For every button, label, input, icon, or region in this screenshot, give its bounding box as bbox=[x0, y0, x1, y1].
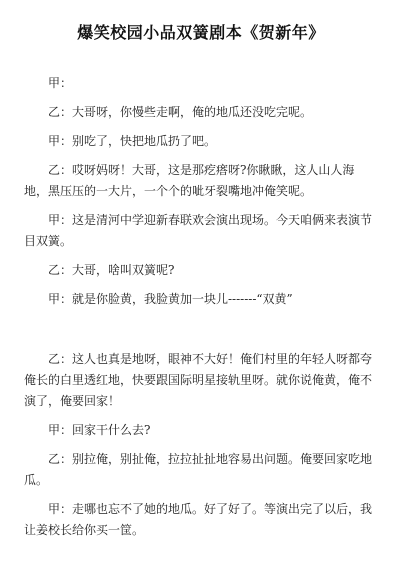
dialogue-line: 乙：别拉俺，别扯俺，拉拉扯扯地容易出问题。俺要回家吃地瓜。 bbox=[24, 452, 373, 487]
dialogue-line: 乙：哎呀妈呀！大哥，这是那疙瘩呀?你瞅瞅，这人山人海地，黑压压的一大片，一个个的呲牙裂嘴地冲俺笑呢。 bbox=[24, 163, 355, 198]
dialogue-line: 甲：回家干什么去? bbox=[48, 423, 151, 437]
dialogue-line: 甲：别吃了，快把地瓜扔了吧。 bbox=[48, 134, 217, 148]
dialogue-line: 乙：这人也真是地呀，眼神不大好！俺们村里的年轻人呀都夸俺长的白里透红地，快要跟国际明星接轨里呀。就你说俺黄，俺不演了，俺要回家！ bbox=[24, 352, 373, 408]
document-title: 爆笑校园小品双簧剧本《贺新年》 bbox=[77, 23, 325, 42]
dialogue-line: 甲： bbox=[48, 76, 73, 90]
dialogue-line: 甲：这是清河中学迎新春联欢会演出现场。今天咱俩来表演节目双簧。 bbox=[24, 213, 373, 248]
dialogue-line: 乙：大哥呀，你慢些走啊，俺的地瓜还没吃完呢。 bbox=[48, 105, 313, 119]
dialogue-line: 乙：大哥，啥叫双簧呢? bbox=[48, 263, 175, 277]
dialogue-line: 甲：走哪也忘不了她的地瓜。好了好了。等演出完了以后，我让姜校长给你买一筐。 bbox=[24, 502, 373, 537]
dialogue-line: 甲：就是你脸黄，我脸黄加一块儿-------“双黄” bbox=[48, 292, 293, 306]
paragraph-gap bbox=[24, 318, 378, 349]
